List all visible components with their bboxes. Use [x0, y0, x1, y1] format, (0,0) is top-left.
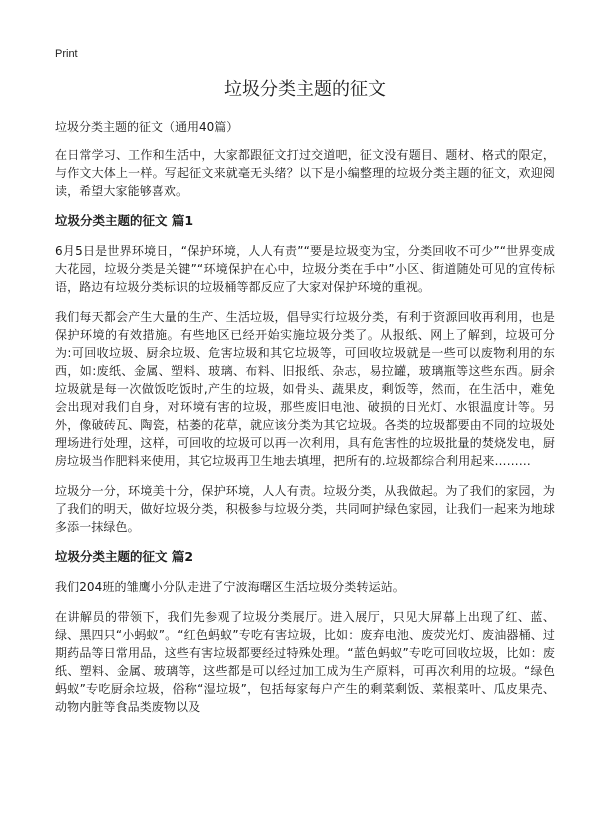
section-1-paragraph-3: 垃圾分一分，环境美十分，保护环境，人人有责。垃圾分类，从我做起。为了我们的家园，为了我们的明天，做好垃圾分类，积极参与垃圾分类，共同呵护绿色家园，让我们一起来为地球多添一抹绿色。	[55, 484, 555, 534]
section-2-paragraph-2: 在讲解员的带领下，我们先参观了垃圾分类展厅。进入展厅，只见大屏幕上出现了红、蓝、绿、黑四只“小蚂蚁”。“红色蚂蚁”专吃有害垃圾，比如：废弃电池、废荧光灯、废油器桶、过期药品等日常用品，这些有害垃圾都要经过特殊处理。“蓝色蚂蚁”专吃可回收垃圾，比如：废纸、塑料、金属、玻璃等，这些都是可以经过加工成为生产原料，可再次利用的垃圾。“绿色蚂蚁”专吃厨余垃圾，俗称“湿垃圾”，包括每家每户产生的剩菜剩饭、菜根菜叶、瓜皮果壳、动物内脏等食品类废物以及	[55, 610, 555, 714]
section-1-paragraph-1: 6月5日是世界环境日，“保护环境，人人有责”“要是垃圾变为宝，分类回收不可少”“世界变成大花园，垃圾分类是关键”“环境保护在心中，垃圾分类在手中”小区、街道随处可见的宣传标语，路边有垃圾分类标识的垃圾桶等都反应了大家对保护环境的重视。	[55, 244, 555, 294]
section-2-paragraph-1: 我们204班的雏鹰小分队走进了宁波海曙区生活垃圾分类转运站。	[55, 580, 405, 594]
document-subtitle: 垃圾分类主题的征文（通用40篇）	[55, 120, 239, 134]
document-page	[55, 76, 555, 728]
intro-paragraph: 在日常学习、工作和生活中，大家都跟征文打过交道吧，征文没有题目、题材、格式的限定，与作文大体上一样。写起征文来就毫无头绪？以下是小编整理的垃圾分类主题的征文，欢迎阅读，希望大家能够喜欢。	[55, 148, 555, 198]
document-title: 垃圾分类主题的征文	[224, 79, 386, 100]
section-1-paragraph-2: 我们每天都会产生大量的生产、生活垃圾，倡导实行垃圾分类，有利于资源回收再利用，也是保护环境的有效措施。有些地区已经开始实施垃圾分类了。从报纸、网上了解到，垃圾可分为:可回收垃圾、厨余垃圾、危害垃圾和其它垃圾等，可回收垃圾就是一些可以废物利用的东西，如:废纸、金属、塑料、玻璃、布料、旧报纸、杂志，易拉罐，玻璃瓶等这些东西。厨余垃圾就是每一次做饭吃饭时,产生的垃圾，如骨头、蔬果皮，剩饭等，然而，在生活中，难免会出现对我们自身，对环境有害的垃圾，那些废旧电池、破损的日光灯、水银温度计等。另外，像破砖瓦、陶瓷，枯萎的花草，就应该分类为其它垃圾。各类的垃圾都要由不同的垃圾处理场进行处理，这样，可回收的垃圾可以再一次利用，具有危害性的垃圾批量的焚烧发电，厨房垃圾当作肥料来使用，其它垃圾再卫生地去填埋，把所有的.垃圾都综合利用起来………	[55, 310, 555, 468]
section-heading-2: 垃圾分类主题的征文 篇2	[55, 549, 194, 564]
print-label: Print	[55, 48, 78, 60]
section-heading-1: 垃圾分类主题的征文 篇1	[55, 213, 194, 228]
